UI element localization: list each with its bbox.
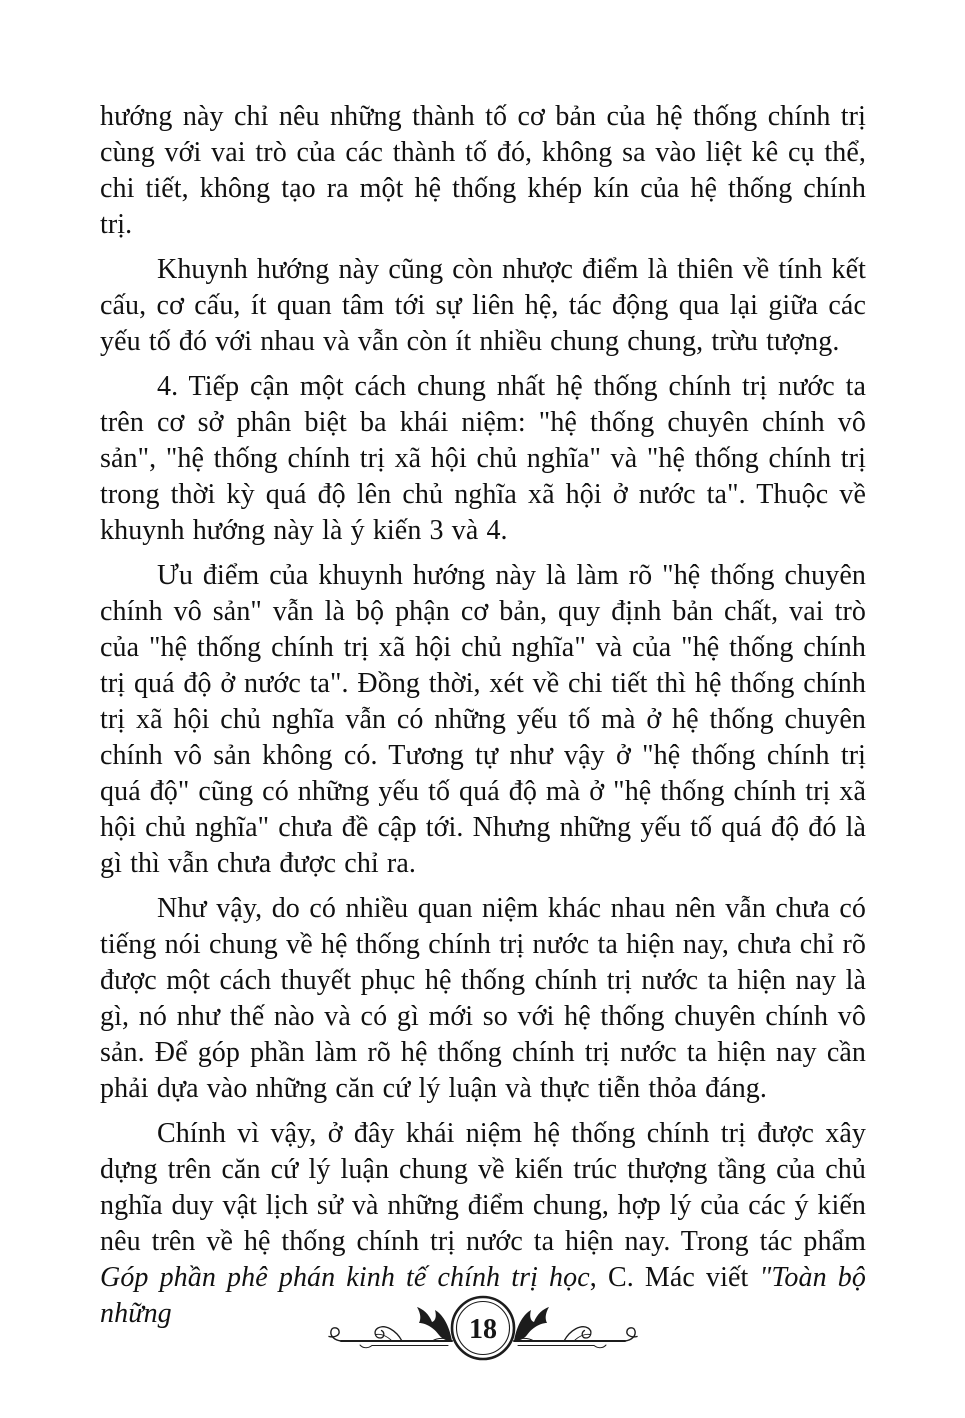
paragraph — [100, 891, 866, 1107]
italic-text-run: "Toàn bộ những — [100, 1262, 866, 1329]
text-run: Khuynh hướng này cũng còn nhược điểm là thiên về tính kết cấu, cơ cấu, ít quan tâm tới sự liên hệ, tác động qua lại giữa các yếu tố đó với nhau và vẫn còn ít nhiều chung chung, trừu tượng. — [100, 254, 866, 357]
text-run: hướng này chỉ nêu những thành tố cơ bản của hệ thống chính trị cùng với vai trò của các thành tố đó, không sa vào liệt kê cụ thể, chi tiết, không tạo ra một hệ thống khép kín của hệ thống chính trị. — [100, 101, 866, 240]
paragraph — [100, 558, 866, 882]
text-run: Chính vì vậy, ở đây khái niệm hệ thống chính trị được xây dựng trên căn cứ lý luận chung về kiến trúc thượng tầng của chủ nghĩa duy vật lịch sử và những điểm chung, hợp lý của các ý kiến nêu trên về hệ thống chính trị nước ta hiện nay. Trong tác phẩm — [100, 1118, 866, 1257]
page-footer — [0, 1286, 965, 1381]
italic-text-run: Góp phần phê phán kinh tế chính trị học — [100, 1262, 590, 1293]
paragraph — [100, 99, 866, 243]
text-run: Ưu điểm của khuynh hướng này là làm rõ "hệ thống chuyên chính vô sản" vẫn là bộ phận cơ bản, quy định bản chất, vai trò của "hệ thống chính trị xã hội chủ nghĩa" và của "hệ thống chính trị quá độ ở nước ta". Đồng thời, xét về chi tiết thì hệ thống chính trị xã hội chủ nghĩa vẫn có những yếu tố mà ở hệ thống chuyên chính vô sản không có. Tương tự như vậy ở "hệ thống chính trị quá độ" cũng có những yếu tố quá độ mà ở "hệ thống chính trị xã hội chủ nghĩa" chưa đề cập tới. Nhưng những yếu tố quá độ đó là gì thì vẫn chưa được chỉ ra. — [100, 560, 866, 879]
flourish-left — [329, 1307, 452, 1348]
text-run: 4. Tiếp cận một cách chung nhất hệ thống chính trị nước ta trên cơ sở phân biệt ba khái niệm: "hệ thống chuyên chính vô sản", "hệ thống chính trị xã hội chủ nghĩa" và "hệ thống chính trị trong thời kỳ quá độ lên chủ nghĩa xã hội ở nước ta". Thuộc về khuynh hướng này là ý kiến 3 và 4. — [100, 371, 866, 546]
page-number-circle — [452, 1297, 514, 1359]
footer-ornament — [328, 1286, 638, 1381]
body-text — [100, 99, 866, 1341]
text-run: Như vậy, do có nhiều quan niệm khác nhau nên vẫn chưa có tiếng nói chung về hệ thống chính trị nước ta hiện nay, chưa chỉ rõ được một cách thuyết phục hệ thống chính trị nước ta hiện nay là gì, nó như thế nào và có gì mới so với hệ thống chuyên chính vô sản. Để góp phần làm rõ hệ thống chính trị nước ta hiện nay cần phải dựa vào những căn cứ lý luận và thực tiễn thỏa đáng. — [100, 893, 866, 1104]
paragraph — [100, 252, 866, 360]
paragraph — [100, 369, 866, 549]
text-run: , C. Mác viết — [589, 1262, 760, 1293]
page-number: 18 — [468, 1314, 497, 1345]
flourish-right — [514, 1307, 637, 1348]
